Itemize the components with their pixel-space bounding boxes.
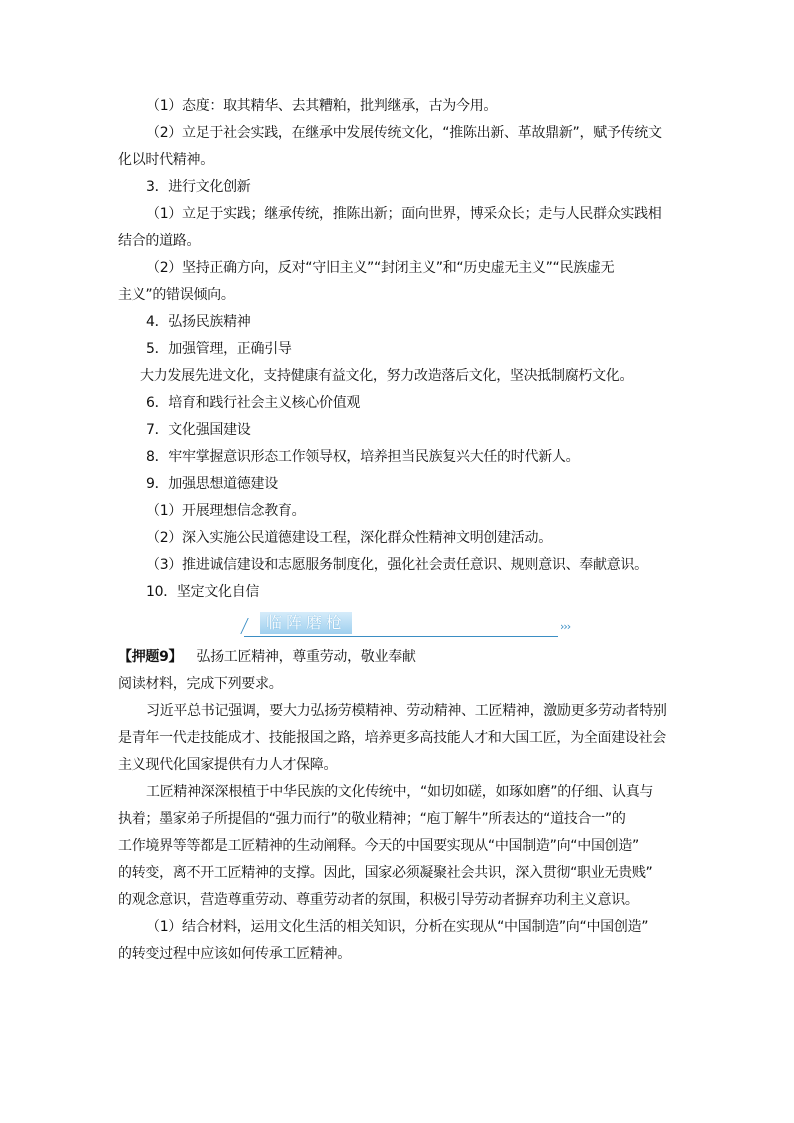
text-line: 结合的道路。	[118, 233, 201, 249]
text-line: 是青年一代走技能成才、技能报国之路，培养更多高技能人才和大国工匠，为全面建设社会	[118, 730, 666, 746]
section-heading: 5．加强管理，正确引导	[146, 341, 292, 357]
question-heading	[118, 644, 678, 671]
text-line: （3）推进诚信建设和志愿服务制度化，强化社会责任意识、规则意识、奉献意识。	[146, 557, 648, 573]
text-line: 大力发展先进文化，支持健康有益文化，努力改造落后文化，坚决抵制腐朽文化。	[140, 368, 634, 384]
text-line: （1）立足于实践；继承传统，推陈出新；面向世界，博采众长；走与人民群众实践相	[146, 206, 662, 222]
section-heading: 9．加强思想道德建设	[146, 476, 278, 492]
text-line: 化以时代精神。	[118, 152, 214, 168]
section-banner	[118, 608, 678, 644]
chevrons-icon: ›››	[560, 620, 571, 633]
section-heading: 4．弘扬民族精神	[146, 314, 251, 330]
text-line: （2）立足于社会实践，在继承中发展传统文化，“推陈出新、革故鼎新”，赋予传统文	[146, 125, 662, 141]
section-heading: 7．文化强国建设	[146, 422, 251, 438]
question-title: 弘扬工匠精神，尊重劳动，敬业奉献	[196, 649, 416, 665]
text-line: 工匠精神深深根植于中华民族的文化传统中，“如切如磋，如琢如磨”的仔细、认真与	[146, 784, 654, 800]
text-line: 的观念意识，营造尊重劳动、尊重劳动者的氛围，积极引导劳动者摒弃功利主义意识。	[118, 892, 639, 908]
text-line: 的转变过程中应该如何传承工匠精神。	[118, 946, 351, 962]
section-heading: 10．坚定文化自信	[146, 584, 260, 600]
document-body	[118, 93, 678, 968]
text-line: 的转变，离不开工匠精神的支撑。因此，国家必须凝聚社会共识，深入贯彻“职业无贵贱”	[118, 865, 653, 881]
text-line: （2）深入实施公民道德建设工程，深化群众性精神文明创建活动。	[146, 530, 552, 546]
text-line: 主义现代化国家提供有力人才保障。	[118, 757, 338, 773]
text-line: 主义”的错误倾向。	[118, 287, 235, 303]
text-line: 工作境界等等都是工匠精神的生动阐释。今天的中国要实现从“中国制造”向“中国创造”	[118, 838, 640, 854]
text-line: 习近平总书记强调，要大力弘扬劳模精神、劳动精神、工匠精神，激励更多劳动者特别	[146, 703, 667, 719]
section-heading: 3．进行文化创新	[146, 179, 251, 195]
section-heading: 8．牢牢掌握意识形态工作领导权，培养担当民族复兴大任的时代新人。	[146, 449, 580, 465]
text-line: （1）态度：取其精华、去其糟粕，批判继承，古为今用。	[146, 98, 498, 114]
text-line: （1）结合材料，运用文化生活的相关知识，分析在实现从“中国制造”向“中国创造”	[146, 919, 649, 935]
text-line: 阅读材料，完成下列要求。	[118, 676, 283, 692]
question-tag: 【押题9】	[118, 649, 183, 665]
text-line: 执着；墨家弟子所提倡的“强力而行”的敬业精神；“庖丁解牛”所表达的“道技合一”的	[118, 811, 626, 827]
banner-title: 临阵磨枪	[260, 612, 352, 634]
text-line: （2）坚持正确方向，反对“守旧主义”“封闭主义”和“历史虚无主义”“民族虚无	[146, 260, 615, 276]
text-line: （1）开展理想信念教育。	[146, 503, 306, 519]
section-heading: 6．培育和践行社会主义核心价值观	[146, 395, 361, 411]
